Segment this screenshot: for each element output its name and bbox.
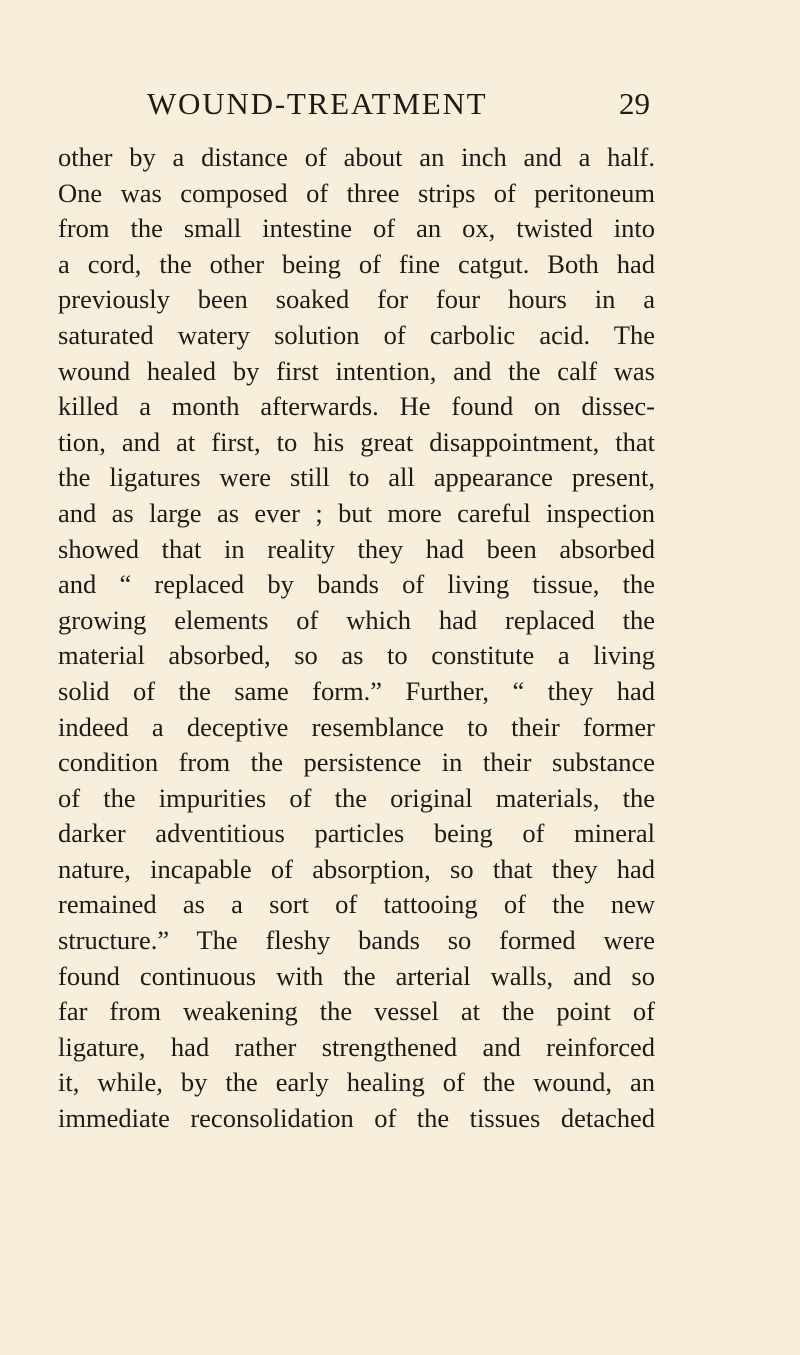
text-line: saturated watery solution of carbolic acid. The [58,319,655,350]
running-head [0,86,800,126]
text-line: found continuous with the arterial walls, and so [58,960,655,991]
text-line: remained as a sort of tattooing of the new [58,889,655,920]
text-line: far from weakening the vessel at the point of [58,996,655,1027]
text-line: tion, and at first, to his great disappointment, that [58,426,655,457]
chapter-title: WOUND-TREATMENT [147,86,488,121]
text-line: growing elements of which had replaced the [58,604,655,635]
text-line: showed that in reality they had been absorbed [58,533,655,564]
text-line: and “ replaced by bands of living tissue, the [58,569,655,600]
text-line: ligature, had rather strengthened and reinforced [58,1031,655,1062]
text-line: of the impurities of the original materials, the [58,782,655,813]
text-line: other by a distance of about an inch and a half. [58,142,655,172]
text-line: indeed a deceptive resemblance to their former [58,711,655,742]
text-line: and as large as ever ; but more careful inspection [58,497,655,528]
text-line: it, while, by the early healing of the wound, an [58,1067,655,1098]
text-line: previously been soaked for four hours in a [58,284,655,315]
text-line: structure.” The fleshy bands so formed were [58,925,655,956]
text-line: the ligatures were still to all appearance present, [58,462,655,493]
text-line: killed a month afterwards. He found on dissec- [58,391,655,422]
text-line: solid of the same form.” Further, “ they had [58,675,655,706]
text-line: immediate reconsolidation of the tissues detached [58,1103,655,1134]
text-line: One was composed of three strips of peritoneum [58,177,655,208]
text-line: a cord, the other being of fine catgut. Both had [58,248,655,279]
text-line: darker adventitious particles being of mineral [58,818,655,849]
page-number: 29 [619,86,650,121]
text-line: nature, incapable of absorption, so that they had [58,853,655,884]
text-line: condition from the persistence in their substance [58,747,655,778]
body-text [58,140,655,1137]
text-line: material absorbed, so as to constitute a living [58,640,655,671]
text-line: wound healed by first intention, and the calf was [58,355,655,386]
text-line: from the small intestine of an ox, twisted into [58,213,655,244]
